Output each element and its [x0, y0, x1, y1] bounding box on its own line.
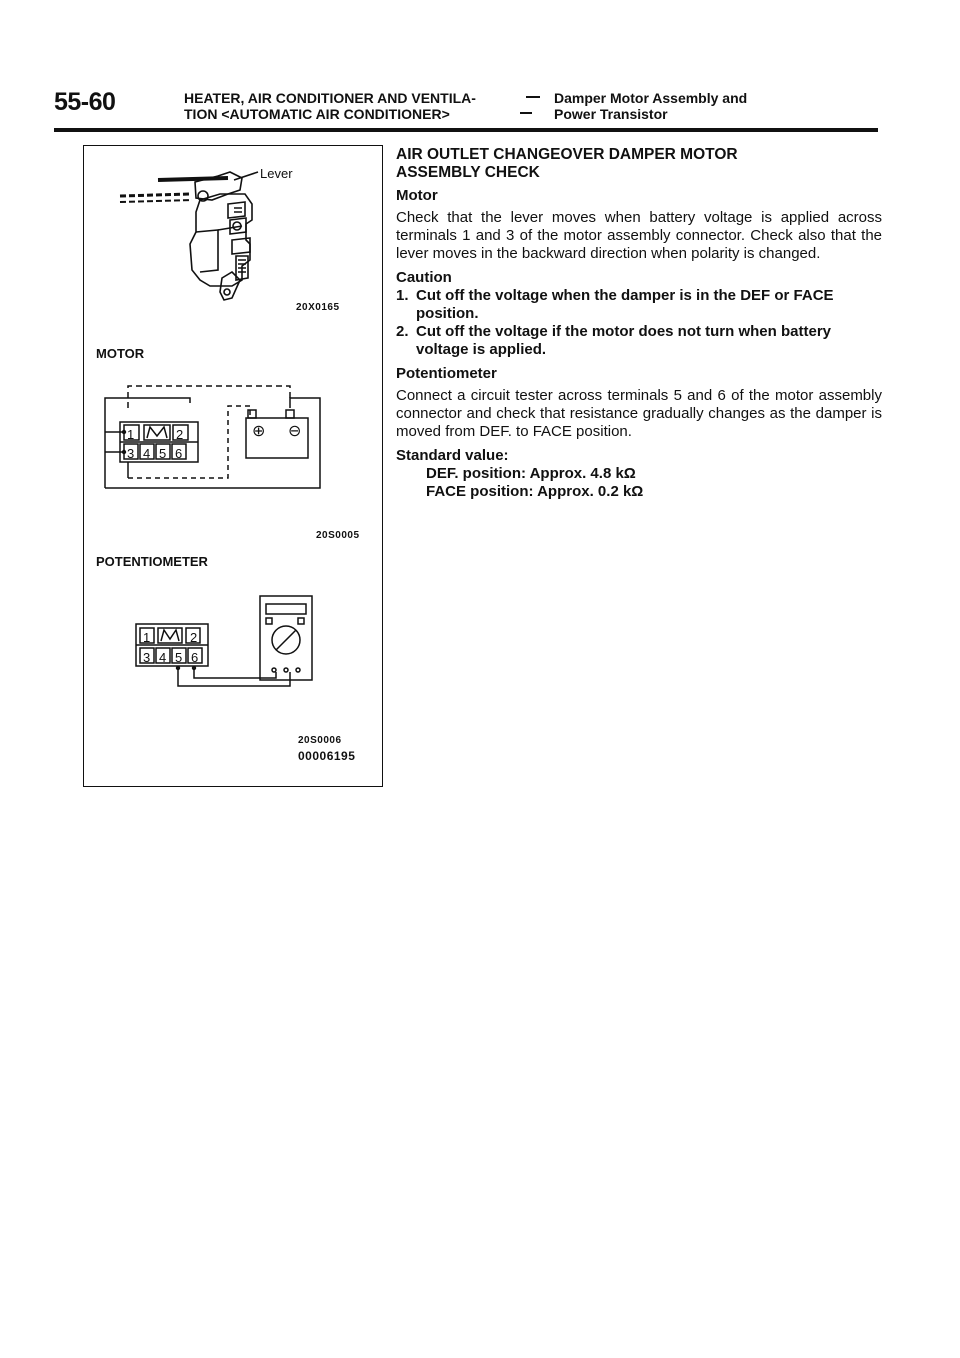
figure-code-2: 20S0005 — [316, 530, 360, 541]
caution-item-text: Cut off the voltage if the motor does not turn when battery voltage is applied. — [416, 323, 831, 358]
motor-label: MOTOR — [96, 346, 145, 361]
procedure-title-line1: AIR OUTLET CHANGEOVER DAMPER MOTOR — [396, 146, 738, 163]
connector-pin-6: 6 — [175, 446, 183, 461]
connector-pin-2: 2 — [176, 427, 184, 442]
damper-motor-illustration — [100, 160, 300, 305]
page-number: 55-60 — [54, 88, 116, 116]
procedure-title-line2: ASSEMBLY CHECK — [396, 164, 540, 181]
pot-connector-pin-6: 6 — [191, 650, 199, 665]
standard-value-def: DEF. position: Approx. 4.8 kΩ — [426, 465, 636, 482]
standard-value-face: FACE position: Approx. 0.2 kΩ — [426, 483, 644, 500]
pot-connector-pin-2: 2 — [190, 630, 198, 645]
section-title — [184, 90, 524, 122]
connector-pin-3: 3 — [127, 446, 135, 461]
motor-heading: Motor — [396, 187, 438, 204]
potentiometer-label: POTENTIOMETER — [96, 554, 208, 569]
header-separator-bottom — [520, 112, 532, 114]
potentiometer-instructions: Connect a circuit tester across terminals 5 and 6 of the motor assembly connector and check that resistance gradually changes as the damper is moved from DEF. to FACE position. — [396, 387, 882, 440]
procedure-text — [396, 146, 882, 501]
lever-label: Lever — [260, 166, 293, 181]
header-rule — [54, 128, 878, 132]
header-separator-top — [526, 96, 540, 98]
motor-instructions: Check that the lever moves when battery voltage is applied across terminals 1 and 3 of the motor assembly connector. Check also that the lever moves in the backward direction when polarity is changed. — [396, 209, 882, 262]
topic-title-line1: Damper Motor Assembly and — [554, 90, 748, 106]
procedure-title — [396, 146, 882, 182]
caution-heading: Caution — [396, 269, 452, 286]
figure-code-1: 20X0165 — [296, 302, 340, 313]
figure-code-3: 20S0006 — [298, 735, 342, 746]
caution-item-number: 1. — [396, 287, 409, 304]
caution-list — [396, 287, 882, 359]
section-title-line2: TION <AUTOMATIC AIR CONDITIONER> — [184, 106, 450, 122]
topic-title-line2: Power Transistor — [554, 106, 668, 122]
caution-item-text: Cut off the voltage when the damper is in the DEF or FACE position. — [416, 287, 834, 322]
topic-title — [554, 90, 874, 122]
section-title-line1: HEATER, AIR CONDITIONER AND VENTILA- — [184, 90, 476, 106]
caution-item-number: 2. — [396, 323, 409, 340]
connector-pin-1: 1 — [127, 427, 135, 442]
pot-connector-pin-3: 3 — [143, 650, 151, 665]
figure-code-4: 00006195 — [298, 749, 356, 763]
connector-pin-4: 4 — [143, 446, 151, 461]
potentiometer-heading: Potentiometer — [396, 365, 497, 382]
battery-negative-icon: ⊖ — [288, 423, 302, 440]
pot-connector-pin-1: 1 — [143, 630, 151, 645]
caution-item — [396, 287, 882, 323]
pot-connector-pin-5: 5 — [175, 650, 183, 665]
battery-positive-icon: ⊕ — [252, 423, 266, 440]
caution-item — [396, 323, 882, 359]
connector-pin-5: 5 — [159, 446, 167, 461]
potentiometer-diagram — [132, 590, 322, 700]
standard-value-heading: Standard value: — [396, 447, 509, 464]
pot-connector-pin-4: 4 — [159, 650, 167, 665]
